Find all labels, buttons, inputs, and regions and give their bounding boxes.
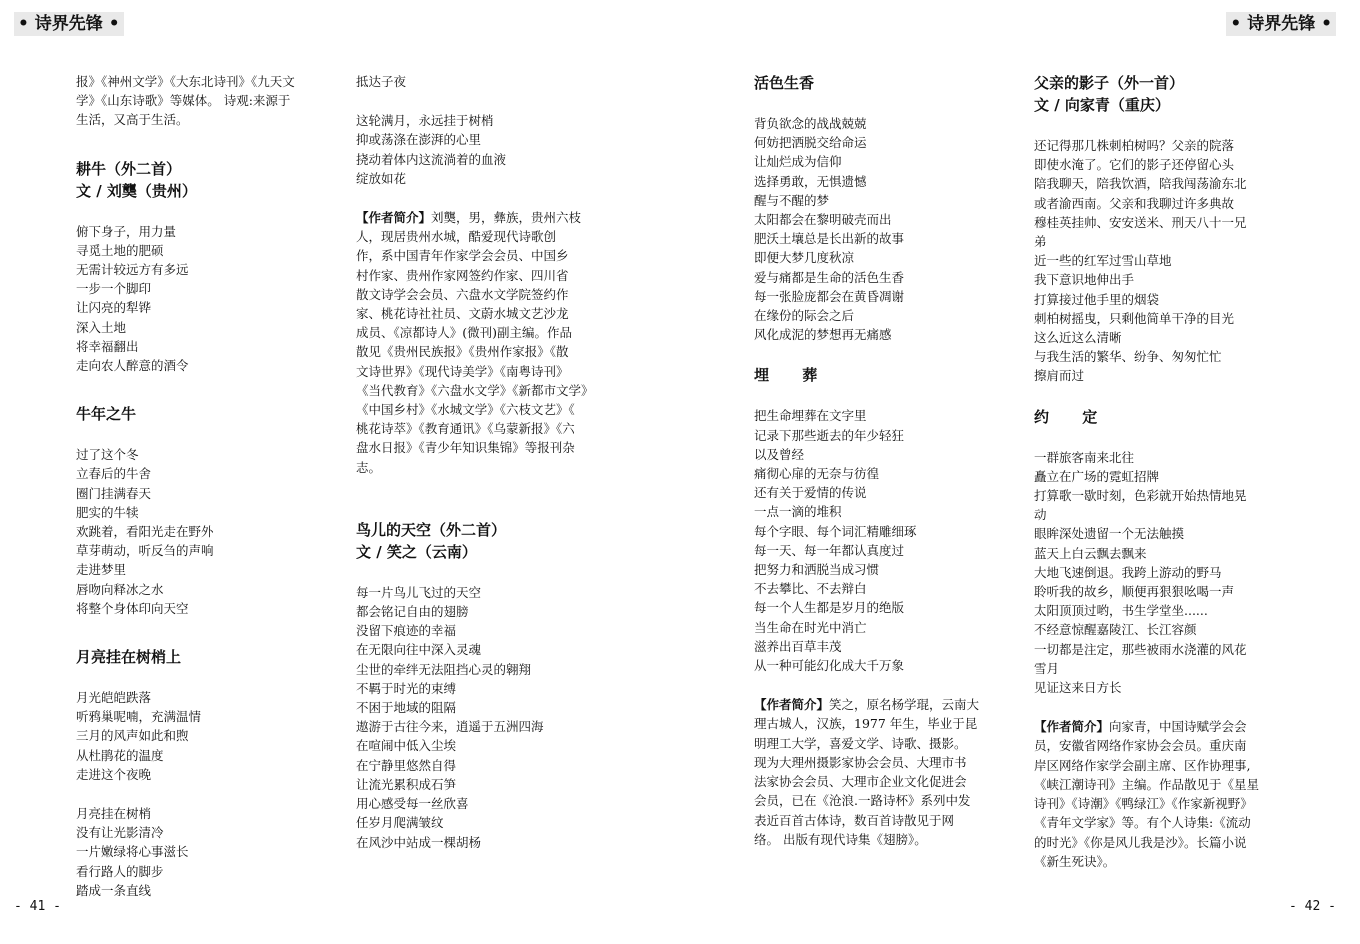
poem-line: 每个字眼、每个词汇精雕细琢 — [754, 523, 917, 539]
poem-title: 约 定 — [1034, 407, 1112, 426]
poem-line: 滋养出百草丰茂 — [754, 638, 842, 654]
bio-line: 刘龑，男，彝族，贵州六枝 — [431, 210, 582, 226]
bio-line: 向家青，中国诗赋学会会 — [1109, 719, 1247, 735]
poem-line: 醒与不醒的梦 — [754, 192, 830, 208]
poem-line: 欢跳着，看阳光走在野外 — [76, 524, 214, 540]
bio-line: 法家协会会员、大理市企业文化促进会 — [754, 774, 967, 790]
author-bio — [356, 208, 594, 477]
poem-line: 三月的风声如此和煦 — [76, 728, 189, 744]
poem-line: 都会铭记自由的翅膀 — [356, 604, 469, 620]
text-line: 生活，又高于生活。 — [76, 112, 189, 128]
poem-line: 矗立在广场的霓虹招牌 — [1034, 468, 1160, 484]
bio-line: 现为大理州摄影家协会会员、大理市书 — [754, 754, 967, 770]
poem-line: 或者渝西南。父亲和我聊过许多典故 — [1034, 195, 1235, 211]
poem-line: 一群旅客南来北往 — [1034, 449, 1135, 465]
poem-line: 走进这个夜晚 — [76, 766, 152, 782]
bio-line: 的时光》《你是风儿我是沙》。长篇小说 — [1034, 834, 1247, 850]
bio-line: 表近百首古体诗，数百首诗散见于网 — [754, 812, 955, 828]
poem-line: 选择勇敢，无惧遗憾 — [754, 173, 867, 189]
column-3 — [754, 72, 1006, 849]
poem-line: 打算接过他手里的烟袋 — [1034, 291, 1160, 307]
column-4 — [1034, 72, 1286, 871]
bio-line: 会员，已在《沧浪.一路诗杯》系列中发 — [754, 793, 971, 809]
poem-title: 耕牛（外二首） — [76, 159, 182, 178]
poem-line: 没有让光影清冷 — [76, 825, 164, 841]
poem-line: 在喧闹中低入尘埃 — [356, 738, 457, 754]
bio-line: 《青年文学家》等。有个人诗集:《流动 — [1034, 815, 1251, 831]
poem-line: 见证这来日方长 — [1034, 680, 1122, 696]
poem-line: 寻觅土地的肥硕 — [76, 242, 164, 258]
bio-line: 《峡江潮诗刊》主编。作品散见于《星星 — [1034, 776, 1260, 792]
poem-line: 何妨把洒脱交给命运 — [754, 135, 867, 151]
poem-line: 弟 — [1034, 234, 1047, 250]
poem-body — [1034, 448, 1286, 698]
poem-line: 尘世的牵绊无法阻挡心灵的翱翔 — [356, 661, 532, 677]
bio-line: 志。 — [356, 459, 382, 475]
bio-line: 诗刊》《诗潮》《鸭绿江》《作家新视野》 — [1034, 796, 1253, 812]
poem-line: 听鸦巢呢喃，充满温情 — [76, 709, 202, 725]
poem-line: 一步一个脚印 — [76, 281, 152, 297]
poem-body — [76, 688, 331, 900]
poem-line: 陪我聊天，陪我饮酒，陪我闯荡渝东北 — [1034, 176, 1247, 192]
poem-line: 把努力和洒脱当成习惯 — [754, 562, 880, 578]
poem-line: 大地飞速倒退。我跨上游动的野马 — [1034, 564, 1222, 580]
poem-line: 在风沙中站成一棵胡杨 — [356, 834, 482, 850]
poem-line: 月光皑皑跌落 — [76, 690, 152, 706]
page-number-left: - 41 - — [14, 899, 61, 914]
bio-line: 明理工大学，喜爱文学、诗歌、摄影。 — [754, 735, 967, 751]
poem-line: 太阳顶顶过哟，书生学堂坐...... — [1034, 603, 1208, 619]
poem-line: 一点一滴的堆积 — [754, 504, 842, 520]
text-line: 报》《神州文学》《大东北诗刊》《九天文 — [76, 74, 295, 89]
poem-line: 圈门挂满春天 — [76, 485, 152, 501]
header-title-right: • 诗界先锋 • — [1226, 12, 1336, 36]
poem-line: 不羁于时光的束缚 — [356, 680, 457, 696]
poem-line: 太阳都会在黎明破壳而出 — [754, 212, 892, 228]
poem-line: 无需计较远方有多远 — [76, 262, 189, 278]
poem-line: 肥沃土壤总是长出新的故事 — [754, 231, 905, 247]
poem-line: 走向农人醉意的酒令 — [76, 358, 189, 374]
poem-title: 月亮挂在树梢上 — [76, 648, 182, 667]
bio-line: 家、桃花诗社社员、文蔚水城文艺沙龙 — [356, 306, 569, 322]
poem-title: 牛年之牛 — [76, 405, 137, 424]
intro-text — [76, 72, 331, 130]
bio-line: 成员、《凉都诗人》(微刊)副主编。作品 — [356, 325, 573, 341]
poem-line: 每一张脸庞都会在黄昏凋谢 — [754, 288, 905, 304]
poem-line: 聆听我的故乡，顺便再狠狠吆喝一声 — [1034, 584, 1235, 600]
author-bio — [754, 695, 1006, 849]
poem-body — [1034, 136, 1286, 386]
poem-line: 一切都是注定，那些被雨水浇灌的风花 — [1034, 641, 1247, 657]
poem-title: 活色生香 — [754, 74, 815, 92]
poem-line: 穆桂英挂帅、安安送米、刑天八十一兄 — [1034, 214, 1247, 230]
poem-author: 文 / 向家青（重庆） — [1034, 96, 1170, 114]
poem-line: 把生命埋葬在文字里 — [754, 408, 867, 424]
bio-line: 理古城人，汉族，1977 年生，毕业于昆 — [754, 716, 978, 732]
poem-line: 我下意识地伸出手 — [1034, 272, 1135, 288]
poem-line: 每一天、每一年都认真度过 — [754, 542, 905, 558]
column-1 — [76, 72, 331, 900]
poem-line: 绽放如花 — [356, 170, 407, 186]
poem-line: 一片嫩绿将心事滋长 — [76, 844, 189, 860]
author-bio — [1034, 717, 1286, 871]
poem-title: 鸟儿的天空（外二首） — [356, 520, 507, 539]
bio-line: 笑之，原名杨学琨，云南大 — [829, 697, 980, 713]
poem-line: 从杜鹃花的温度 — [76, 747, 164, 763]
bio-line: 岸区网络作家学会副主席、区作协理事, — [1034, 757, 1251, 773]
poem-line: 看行路人的脚步 — [76, 863, 164, 879]
poem-title: 埋 葬 — [754, 366, 832, 385]
poem-line: 记录下那些逝去的年少轻狂 — [754, 427, 905, 443]
poem-line: 爱与痛都是生命的活色生香 — [754, 269, 905, 285]
poem-line: 这么近这么清晰 — [1034, 330, 1122, 346]
poem-line: 用心感受每一丝欣喜 — [356, 796, 469, 812]
bio-line: 络。 出版有现代诗集《翅膀》。 — [754, 831, 927, 847]
poem-line: 蓝天上白云飘去飘来 — [1034, 545, 1147, 561]
bio-line: 《中国乡村》《水城文学》《六枝文艺》《 — [356, 402, 575, 418]
poem-author: 文 / 笑之（云南） — [356, 542, 477, 561]
poem-body — [76, 445, 331, 618]
poem-line: 与我生活的繁华、纷争、匆匆忙忙 — [1034, 349, 1222, 365]
poem-line: 深入土地 — [76, 319, 127, 335]
poem-line: 刺柏树摇曳，只剩他简单干净的目光 — [1034, 310, 1235, 326]
poem-line: 擦肩而过 — [1034, 368, 1085, 384]
poem-line: 月亮挂在树梢 — [76, 806, 152, 822]
poem-line: 将整个身体印向天空 — [76, 600, 189, 616]
poem-line: 打算歌一歇时刻，色彩就开始热情地晃 — [1034, 488, 1247, 504]
bio-label: 【作者简介】 — [754, 697, 830, 713]
poem-line: 让流光累积成石笋 — [356, 776, 457, 792]
poem-line: 还有关于爱情的传说 — [754, 485, 867, 501]
poem-body — [754, 114, 1006, 344]
poem-line: 痛彻心扉的无奈与彷徨 — [754, 466, 880, 482]
poem-line: 还记得那几株刺柏树吗？父亲的院落 — [1034, 138, 1235, 153]
poem-line: 走进梦里 — [76, 562, 127, 578]
poem-line: 没留下痕迹的幸福 — [356, 623, 457, 639]
bio-line: 人，现居贵州水城，酷爱现代诗歌创 — [356, 229, 557, 245]
bio-line: 员，安徽省网络作家协会会员。重庆南 — [1034, 738, 1247, 754]
poem-line: 俯下身子，用力量 — [76, 223, 177, 239]
poem-line: 在无限向往中深入灵魂 — [356, 642, 482, 658]
poem-line: 每一片鸟儿飞过的天空 — [356, 584, 482, 600]
poem-body — [754, 406, 1006, 675]
text-line: 学》《山东诗歌》等媒体。 诗观:来源于 — [76, 93, 291, 109]
poem-author: 文 / 刘龑（贵州） — [76, 181, 197, 200]
poem-line: 立春后的牛舍 — [76, 466, 152, 482]
poem-line: 即使水淹了。它们的影子还停留心头 — [1034, 157, 1235, 173]
poem-line: 不经意惊醒嘉陵江、长江容颜 — [1034, 622, 1197, 638]
poem-line: 风化成泥的梦想再无痛感 — [754, 327, 892, 343]
bio-line: 作，系中国青年作家学会会员、中国乡 — [356, 248, 569, 264]
bio-line: 散见《贵州民族报》《贵州作家报》《散 — [356, 344, 569, 360]
poem-line: 当生命在时光中消亡 — [754, 619, 867, 635]
poem-line: 抵达子夜 — [356, 74, 407, 89]
poem-line: 在宁静里悠然自得 — [356, 757, 457, 773]
poem-line: 让灿烂成为信仰 — [754, 154, 842, 170]
poem-line: 遨游于古往今来，逍遥于五洲四海 — [356, 719, 544, 735]
poem-line: 这轮满月，永远挂于树梢 — [356, 113, 494, 129]
bio-line: 文诗世界》《现代诗美学》《南粤诗刊》 — [356, 363, 569, 379]
poem-line: 让闪亮的犁铧 — [76, 300, 152, 316]
bio-line: 《当代教育》《六盘水文学》《新都市文学》 — [356, 382, 594, 398]
poem-line: 雪月 — [1034, 660, 1060, 676]
poem-line: 从一种可能幻化成大千万象 — [754, 658, 905, 674]
bio-line: 《新生死诀》。 — [1034, 853, 1116, 869]
poem-line: 眼眸深处遗留一个无法触摸 — [1034, 526, 1185, 542]
poem-line: 在缘份的际会之后 — [754, 308, 855, 324]
poem-line: 近一些的红军过雪山草地 — [1034, 253, 1172, 269]
poem-line: 以及曾经 — [754, 446, 805, 462]
poem-line: 唇吻向释冰之水 — [76, 581, 164, 597]
poem-line: 将幸福翻出 — [76, 338, 139, 354]
poem-body — [76, 222, 331, 376]
bio-label: 【作者简介】 — [356, 210, 432, 226]
poem-body — [356, 111, 578, 188]
poem-line: 肥实的牛犊 — [76, 504, 139, 520]
bio-line: 桃花诗萃》《教育通讯》《乌蒙新报》《六 — [356, 421, 575, 437]
header-title-left: • 诗界先锋 • — [14, 12, 124, 36]
poem-line: 草芽萌动，听反刍的声响 — [76, 543, 214, 559]
column-2 — [356, 72, 594, 852]
bio-line: 村作家、贵州作家网签约作家、四川省 — [356, 267, 569, 283]
poem-line: 过了这个冬 — [76, 447, 139, 463]
poem-line: 挠动着体内这流淌着的血液 — [356, 151, 507, 167]
poem-line: 每一个人生都是岁月的绝版 — [754, 600, 905, 616]
poem-body — [356, 583, 578, 852]
poem-line: 抑或荡涤在澎湃的心里 — [356, 132, 482, 148]
page-number-right: - 42 - — [1289, 899, 1336, 914]
poem-line: 即便大梦几度秋凉 — [754, 250, 855, 266]
poem-title: 父亲的影子（外一首） — [1034, 74, 1185, 92]
poem-line: 动 — [1034, 507, 1047, 523]
bio-line: 散文诗学会会员、六盘水文学院签约作 — [356, 286, 569, 302]
poem-line: 不去攀比、不去辩白 — [754, 581, 867, 597]
poem-line: 任岁月爬满皱纹 — [356, 815, 444, 831]
poem-line: 踏成一条直线 — [76, 882, 152, 898]
bio-line: 盘水日报》《青少年知识集锦》等报刊杂 — [356, 440, 575, 456]
poem-line: 背负欲念的战战兢兢 — [754, 116, 867, 131]
poem-line: 不困于地域的阻隔 — [356, 700, 457, 716]
bio-label: 【作者简介】 — [1034, 719, 1110, 735]
